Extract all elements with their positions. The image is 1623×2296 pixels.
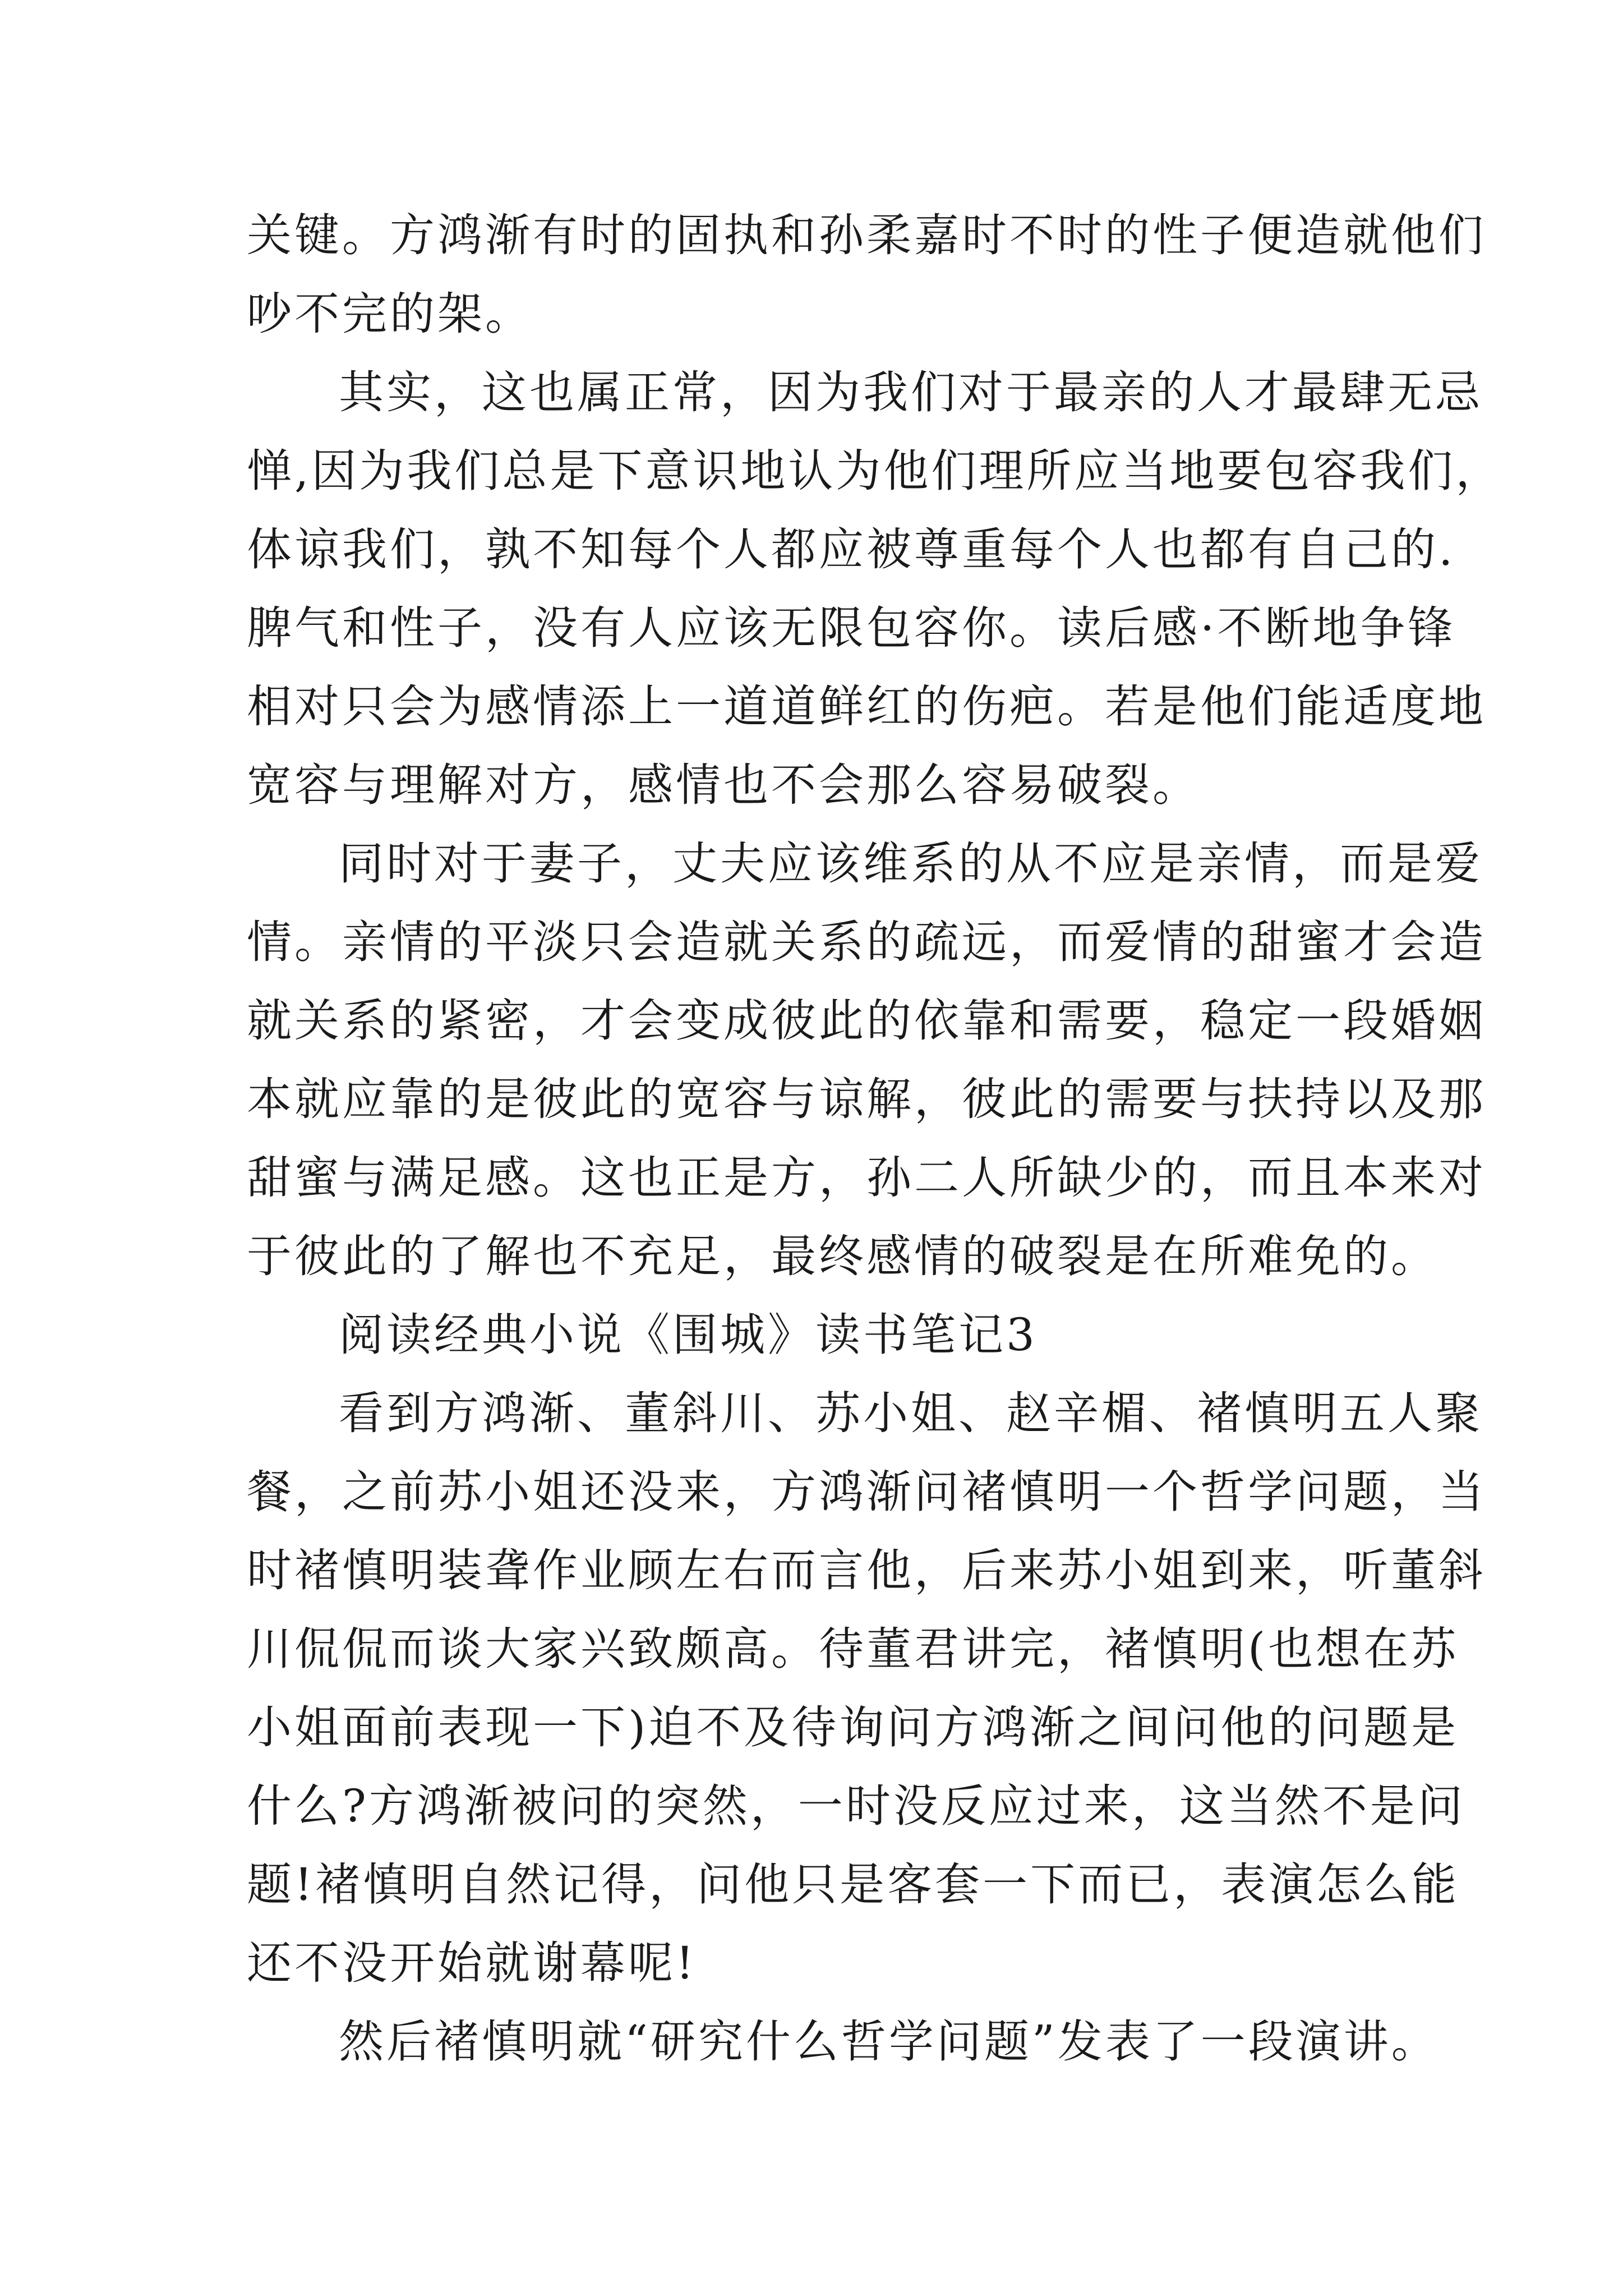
paragraph-start-line: 其实，这也属正常，因为我们对于最亲的人才最肆无忌	[339, 366, 1483, 418]
text-line: 于彼此的了解也不充足，最终感情的破裂是在所难免的。	[247, 1230, 1438, 1282]
section-heading: 阅读经典小说《围城》读书笔记3	[339, 1309, 1038, 1361]
text-line: 本就应靠的是彼此的宽容与谅解，彼此的需要与扶持以及那	[247, 1073, 1486, 1125]
text-line: 甜蜜与满足感。这也正是方，孙二人所缺少的，而且本来对	[247, 1152, 1486, 1204]
text-line: 惮,因为我们总是下意识地认为他们理所应当地要包容我们，	[247, 445, 1504, 497]
text-line: 题!褚慎明自然记得，问他只是客套一下而已，表演怎么能	[247, 1858, 1460, 1911]
text-line: 情。亲情的平淡只会造就关系的疏远，而爱情的甜蜜才会造	[247, 916, 1486, 968]
text-line: 宽容与理解对方，感情也不会那么容易破裂。	[247, 759, 1200, 811]
text-line: 餐，之前苏小姐还没来，方鸿渐问褚慎明一个哲学问题，当	[247, 1466, 1486, 1518]
paragraph-start-line: 看到方鸿渐、董斜川、苏小姐、赵辛楣、褚慎明五人聚	[339, 1387, 1483, 1439]
text-line: 就关系的紧密，才会变成彼此的依靠和需要，稳定一段婚姻	[247, 995, 1486, 1047]
paragraph-start-line: 同时对于妻子，丈夫应该维系的从不应是亲情，而是爱	[339, 838, 1483, 890]
text-line: 小姐面前表现一下)迫不及待询问方鸿渐之间问他的问题是	[247, 1701, 1459, 1754]
text-line: 关键。方鸿渐有时的固执和孙柔嘉时不时的性子便造就他们	[247, 209, 1486, 261]
text-line: 什么?方鸿渐被问的突然，一时没反应过来，这当然不是问	[247, 1780, 1465, 1832]
text-line: 体谅我们，孰不知每个人都应被尊重每个人也都有自己的.	[247, 523, 1456, 576]
paragraph-start-line: 然后褚慎明就“研究什么哲学问题”发表了一段演讲。	[339, 2016, 1439, 2068]
text-line: 川侃侃而谈大家兴致颇高。待董君讲完，褚慎明(也想在苏	[247, 1623, 1459, 1675]
text-line: 脾气和性子，没有人应该无限包容你。读后感·不断地争锋	[247, 602, 1456, 654]
text-line: 相对只会为感情添上一道道鲜红的伤疤。若是他们能适度地	[247, 680, 1486, 733]
text-line: 还不没开始就谢幕呢!	[247, 1937, 697, 1989]
text-line: 时褚慎明装聋作业顾左右而言他，后来苏小姐到来，听董斜	[247, 1544, 1486, 1596]
text-line: 吵不完的架。	[247, 288, 533, 340]
document-body	[247, 196, 1504, 2081]
